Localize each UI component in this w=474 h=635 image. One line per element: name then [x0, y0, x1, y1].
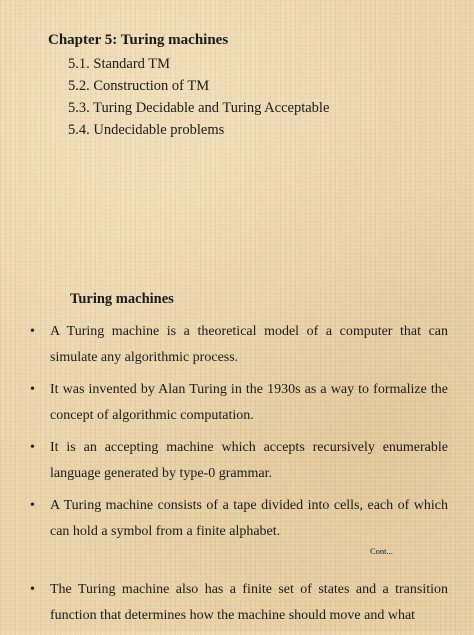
toc-item: 5.3. Turing Decidable and Turing Acceptable	[68, 100, 330, 116]
bullet-text: It is an accepting machine which accepts recursively enumerable language generated by type-0 grammar.	[50, 440, 448, 481]
toc-item: 5.4. Undecidable problems	[68, 122, 225, 138]
bullet-point: •	[30, 498, 35, 513]
list-item	[26, 377, 448, 429]
list-item	[26, 493, 448, 545]
table-of-contents	[68, 53, 329, 141]
bullet-point: •	[30, 324, 35, 339]
list-item	[26, 435, 448, 487]
bullet-point: •	[30, 382, 35, 397]
section-heading: Turing machines	[70, 291, 174, 307]
list-item	[26, 319, 448, 371]
bullet-text: A Turing machine consists of a tape divided into cells, each of which can hold a symbol from a finite alphabet.	[50, 498, 448, 539]
bullet-list-continued	[26, 577, 448, 635]
bullet-list	[26, 319, 448, 551]
continuation-note: Cont...	[370, 546, 393, 556]
bullet-text: A Turing machine is a theoretical model of a computer that can simulate any algorithmic process.	[50, 324, 448, 365]
toc-item: 5.1. Standard TM	[68, 56, 171, 72]
bullet-text: The Turing machine also has a finite set of states and a transition function that determines how the machine should move and what	[50, 582, 448, 623]
list-item	[26, 577, 448, 629]
bullet-point: •	[30, 582, 35, 597]
bullet-point: •	[30, 440, 35, 455]
bullet-text: It was invented by Alan Turing in the 1930s as a way to formalize the concept of algorithmic computation.	[50, 382, 448, 423]
chapter-title: Chapter 5: Turing machines	[48, 32, 229, 48]
toc-item: 5.2. Construction of TM	[68, 78, 210, 94]
